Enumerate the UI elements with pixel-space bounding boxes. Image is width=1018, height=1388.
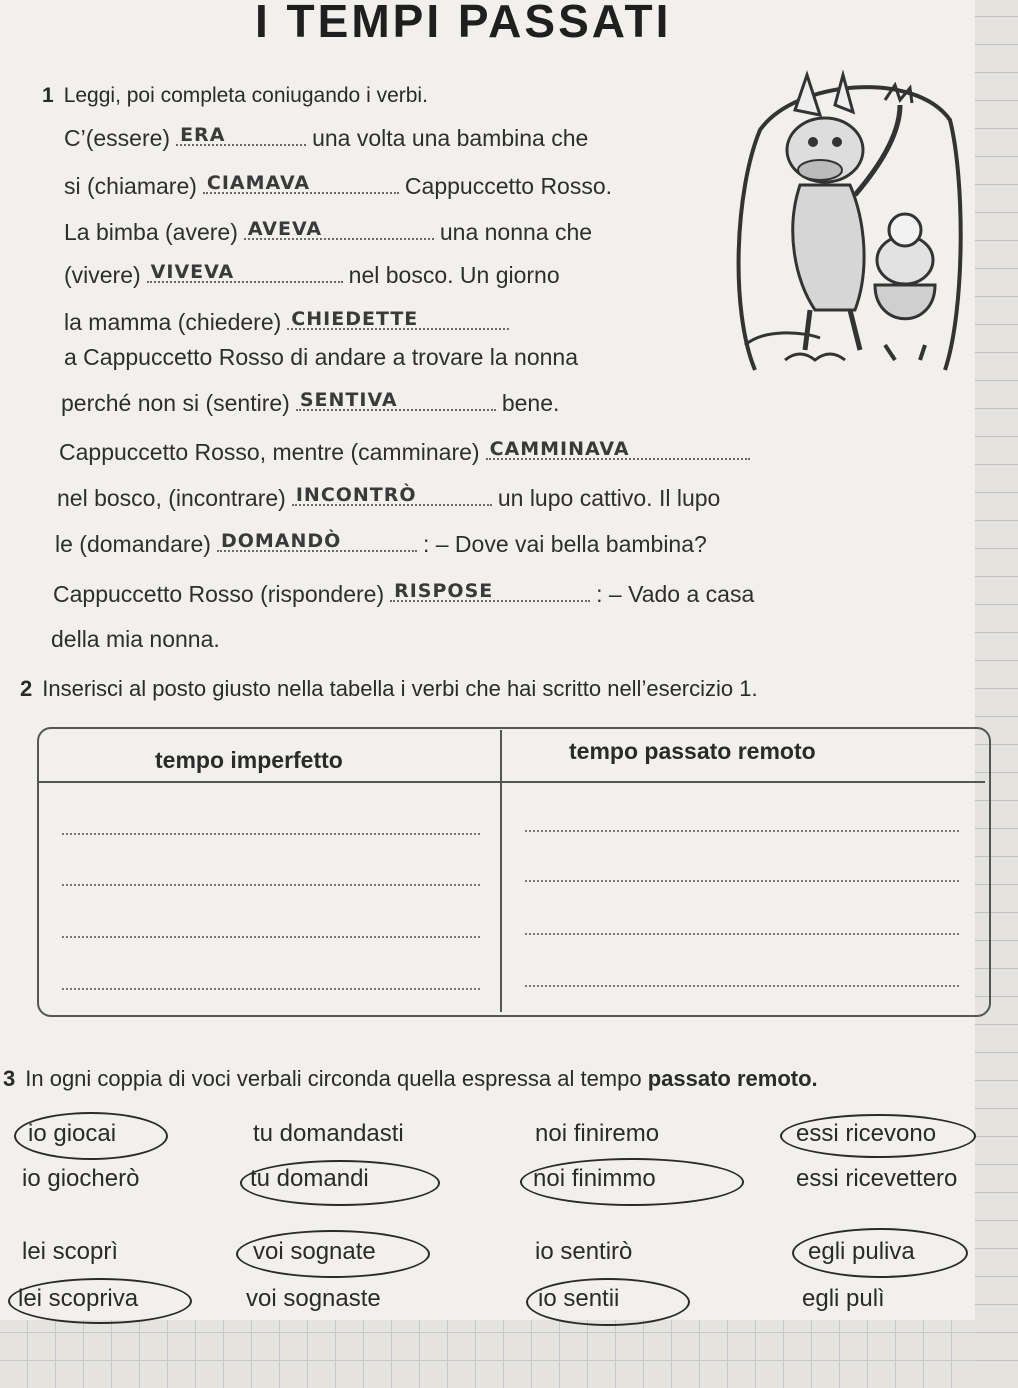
- verb-option[interactable]: io giocai: [28, 1120, 117, 1147]
- line-text: : – Dove vai bella bambina?: [422, 531, 707, 557]
- table-blank-remoto-1[interactable]: [525, 830, 959, 832]
- student-circle-mark: [780, 1114, 976, 1158]
- ex1-line-6: [64, 344, 578, 371]
- verb-option[interactable]: tu domandi: [250, 1165, 369, 1192]
- line-text: un lupo cattivo. Il lupo: [497, 485, 721, 511]
- answer-field[interactable]: [244, 216, 434, 240]
- verb-option[interactable]: egli puliva: [808, 1238, 915, 1265]
- wolf-and-red-riding-hood-illustration: [725, 70, 970, 380]
- verb-option[interactable]: egli pulì: [802, 1285, 885, 1312]
- verb-option[interactable]: io giocherò: [22, 1165, 140, 1192]
- handwritten-answer: DOMANDÒ: [220, 530, 342, 552]
- ex1-line-3: [64, 216, 592, 246]
- answer-field[interactable]: [147, 259, 343, 283]
- handwritten-answer: ERA: [180, 124, 226, 146]
- line-text: una volta una bambina che: [312, 125, 589, 151]
- answer-field[interactable]: [287, 306, 509, 330]
- ex1-line-8: [59, 436, 756, 466]
- page-title: I TEMPI PASSATI: [255, 0, 672, 47]
- verb-option[interactable]: noi finimmo: [533, 1165, 656, 1192]
- line-text: le (domandare): [55, 531, 211, 557]
- handwritten-answer: CIAMAVA: [206, 172, 311, 194]
- handwritten-answer: VIVEVA: [150, 261, 235, 283]
- line-text: nel bosco. Un giorno: [348, 262, 560, 288]
- ex1-line-4: [64, 259, 560, 289]
- ex2-number: 2: [20, 676, 33, 701]
- table-blank-imperfetto-3[interactable]: [62, 936, 480, 938]
- student-circle-mark: [8, 1278, 192, 1324]
- line-text: della mia nonna.: [51, 626, 220, 652]
- ex1-line-7: [61, 387, 559, 417]
- handwritten-answer: SENTIVA: [299, 389, 398, 411]
- ex1-line-2: [64, 170, 612, 200]
- verb-option[interactable]: noi finiremo: [535, 1120, 660, 1147]
- answer-field[interactable]: [486, 436, 750, 460]
- ex1-instruction-row: [42, 84, 428, 108]
- verb-option[interactable]: essi ricevono: [796, 1120, 937, 1147]
- ex2-instruction: Inserisci al posto giusto nella tabella i verbi che hai scritto nell’esercizio 1.: [42, 676, 758, 701]
- ex3-instruction: In ogni coppia di voci verbali circonda quella espressa al tempo: [25, 1066, 648, 1091]
- ex3-instruction-emphasis: passato remoto.: [647, 1066, 818, 1091]
- ex2-instruction-row: [20, 676, 758, 702]
- grid-paper-bottom: [0, 1320, 975, 1388]
- table-blank-remoto-3[interactable]: [525, 933, 959, 935]
- line-text: bene.: [501, 390, 560, 416]
- handwritten-answer: RISPOSE: [394, 580, 494, 602]
- table-divider: [500, 730, 502, 1012]
- answer-field[interactable]: [292, 482, 492, 506]
- col-header-passato-remoto: tempo passato remoto: [569, 738, 816, 764]
- line-text: si (chiamare): [64, 173, 197, 199]
- ex3-number: 3: [3, 1066, 16, 1091]
- ex3-instruction-row: [3, 1066, 818, 1092]
- ex1-line-10: [55, 528, 707, 558]
- line-text: nel bosco, (incontrare): [57, 485, 286, 511]
- ex1-line-12: [51, 626, 220, 653]
- student-circle-mark: [240, 1160, 440, 1206]
- student-circle-mark: [14, 1112, 168, 1160]
- table-blank-imperfetto-4[interactable]: [62, 988, 480, 990]
- verb-option[interactable]: voi sognate: [253, 1238, 376, 1265]
- verb-option[interactable]: lei scoprì: [22, 1238, 119, 1265]
- ex1-line-1: [64, 122, 588, 152]
- verb-option[interactable]: voi sognaste: [246, 1285, 381, 1312]
- line-text: La bimba (avere): [64, 219, 238, 245]
- table-header-line: [39, 781, 985, 783]
- grid-paper-edge: [975, 0, 1018, 1388]
- answer-field[interactable]: [217, 528, 417, 552]
- verb-option[interactable]: lei scopriva: [18, 1285, 139, 1312]
- line-text: a Cappuccetto Rosso di andare a trovare la nonna: [64, 344, 578, 370]
- answer-field[interactable]: [176, 122, 306, 146]
- handwritten-answer: AVEVA: [247, 218, 323, 240]
- line-text: Cappuccetto Rosso.: [404, 173, 613, 199]
- ex1-line-5: [64, 306, 515, 336]
- line-text: la mamma (chiedere): [64, 309, 282, 335]
- answer-field[interactable]: [390, 578, 590, 602]
- student-circle-mark: [520, 1158, 744, 1206]
- ex1-line-9: [57, 482, 720, 512]
- ex1-number: 1: [42, 84, 54, 107]
- ex1-line-11: [53, 578, 754, 608]
- student-circle-mark: [792, 1228, 968, 1278]
- line-text: Cappuccetto Rosso, mentre (camminare): [59, 439, 480, 465]
- table-blank-remoto-2[interactable]: [525, 880, 959, 882]
- line-text: (vivere): [64, 262, 141, 288]
- line-text: perché non si (sentire): [61, 390, 290, 416]
- student-circle-mark: [236, 1230, 430, 1278]
- handwritten-answer: CAMMINAVA: [489, 438, 630, 460]
- answer-field[interactable]: [296, 387, 496, 411]
- line-text: : – Vado a casa: [596, 581, 755, 607]
- line-text: Cappuccetto Rosso (rispondere): [53, 581, 385, 607]
- verb-option[interactable]: io sentirò: [535, 1238, 633, 1265]
- handwritten-answer: CHIEDETTE: [291, 308, 419, 330]
- student-circle-mark: [526, 1278, 690, 1326]
- verb-option[interactable]: essi ricevettero: [796, 1165, 958, 1192]
- handwritten-answer: INCONTRÒ: [295, 484, 417, 506]
- line-text: una nonna che: [439, 219, 593, 245]
- answer-field[interactable]: [203, 170, 399, 194]
- table-blank-remoto-4[interactable]: [525, 985, 959, 987]
- table-blank-imperfetto-1[interactable]: [62, 833, 480, 835]
- table-blank-imperfetto-2[interactable]: [62, 884, 480, 886]
- verb-option[interactable]: io sentii: [538, 1285, 620, 1312]
- ex1-instruction: Leggi, poi completa coniugando i verbi.: [63, 84, 428, 107]
- col-header-imperfetto: tempo imperfetto: [155, 747, 343, 773]
- line-text: C’(essere): [64, 125, 171, 151]
- verb-option[interactable]: tu domandasti: [253, 1120, 404, 1147]
